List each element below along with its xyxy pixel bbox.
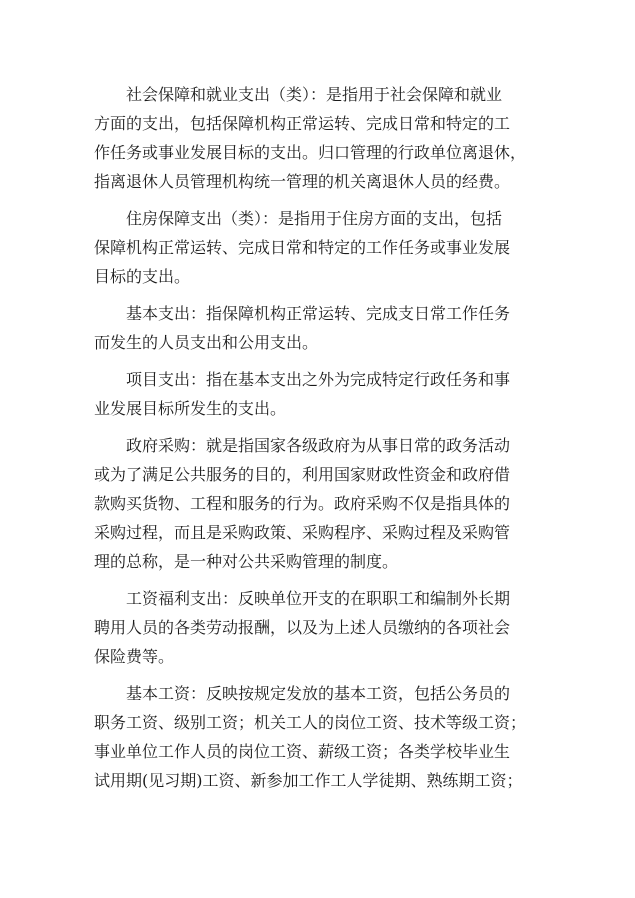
paragraph-basic-wage bbox=[94, 679, 544, 795]
paragraph-government-procurement bbox=[94, 431, 544, 576]
text-line: 政府采购：就是指国家各级政府为从事日常的政务活动 bbox=[126, 436, 511, 455]
text-line: 而发生的人员支出和公用支出。 bbox=[94, 333, 319, 352]
paragraph-project-expenditure bbox=[94, 365, 544, 423]
text-line: 理的总称，是一种对公共采购管理的制度。 bbox=[94, 552, 399, 571]
text-line: 采购过程，而且是采购政策、采购程序、采购过程及采购管 bbox=[94, 523, 511, 542]
document-body bbox=[94, 80, 544, 803]
paragraph-housing-security-expenditure bbox=[94, 204, 544, 291]
paragraph-basic-expenditure bbox=[94, 299, 544, 357]
text-line: 聘用人员的各类劳动报酬，以及为上述人员缴纳的各项社会 bbox=[94, 618, 511, 637]
text-line: 保险费等。 bbox=[94, 647, 175, 666]
text-line: 基本支出：指保障机构正常运转、完成支日常工作任务 bbox=[126, 304, 511, 323]
text-line: 指离退休人员管理机构统一管理的机关离退休人员的经费。 bbox=[94, 172, 511, 191]
text-line: 基本工资：反映按规定发放的基本工资，包括公务员的 bbox=[126, 684, 511, 703]
text-line: 作任务或事业发展目标的支出。归口管理的行政单位离退休， bbox=[94, 143, 527, 162]
text-line: 试用期(见习期)工资、新参加工作工人学徒期、熟练期工资； bbox=[94, 771, 523, 790]
text-line: 或为了满足公共服务的目的，利用国家财政性资金和政府借 bbox=[94, 465, 511, 484]
text-line: 工资福利支出：反映单位开支的在职职工和编制外长期 bbox=[126, 589, 511, 608]
text-line: 方面的支出，包括保障机构正常运转、完成日常和特定的工 bbox=[94, 114, 511, 133]
text-line: 款购买货物、工程和服务的行为。政府采购不仅是指具体的 bbox=[94, 494, 511, 513]
text-line: 保障机构正常运转、完成日常和特定的工作任务或事业发展 bbox=[94, 238, 511, 257]
paragraph-social-security-expenditure bbox=[94, 80, 544, 196]
text-line: 目标的支出。 bbox=[94, 267, 191, 286]
text-line: 社会保障和就业支出（类）：是指用于社会保障和就业 bbox=[126, 85, 503, 104]
text-line: 事业单位工作人员的岗位工资、薪级工资；各类学校毕业生 bbox=[94, 742, 511, 761]
text-line: 住房保障支出（类）：是指用于住房方面的支出，包括 bbox=[126, 209, 503, 228]
text-line: 项目支出：指在基本支出之外为完成特定行政任务和事 bbox=[126, 370, 511, 389]
text-line: 业发展目标所发生的支出。 bbox=[94, 399, 287, 418]
text-line: 职务工资、级别工资；机关工人的岗位工资、技术等级工资； bbox=[94, 713, 527, 732]
paragraph-wage-welfare-expenditure bbox=[94, 584, 544, 671]
